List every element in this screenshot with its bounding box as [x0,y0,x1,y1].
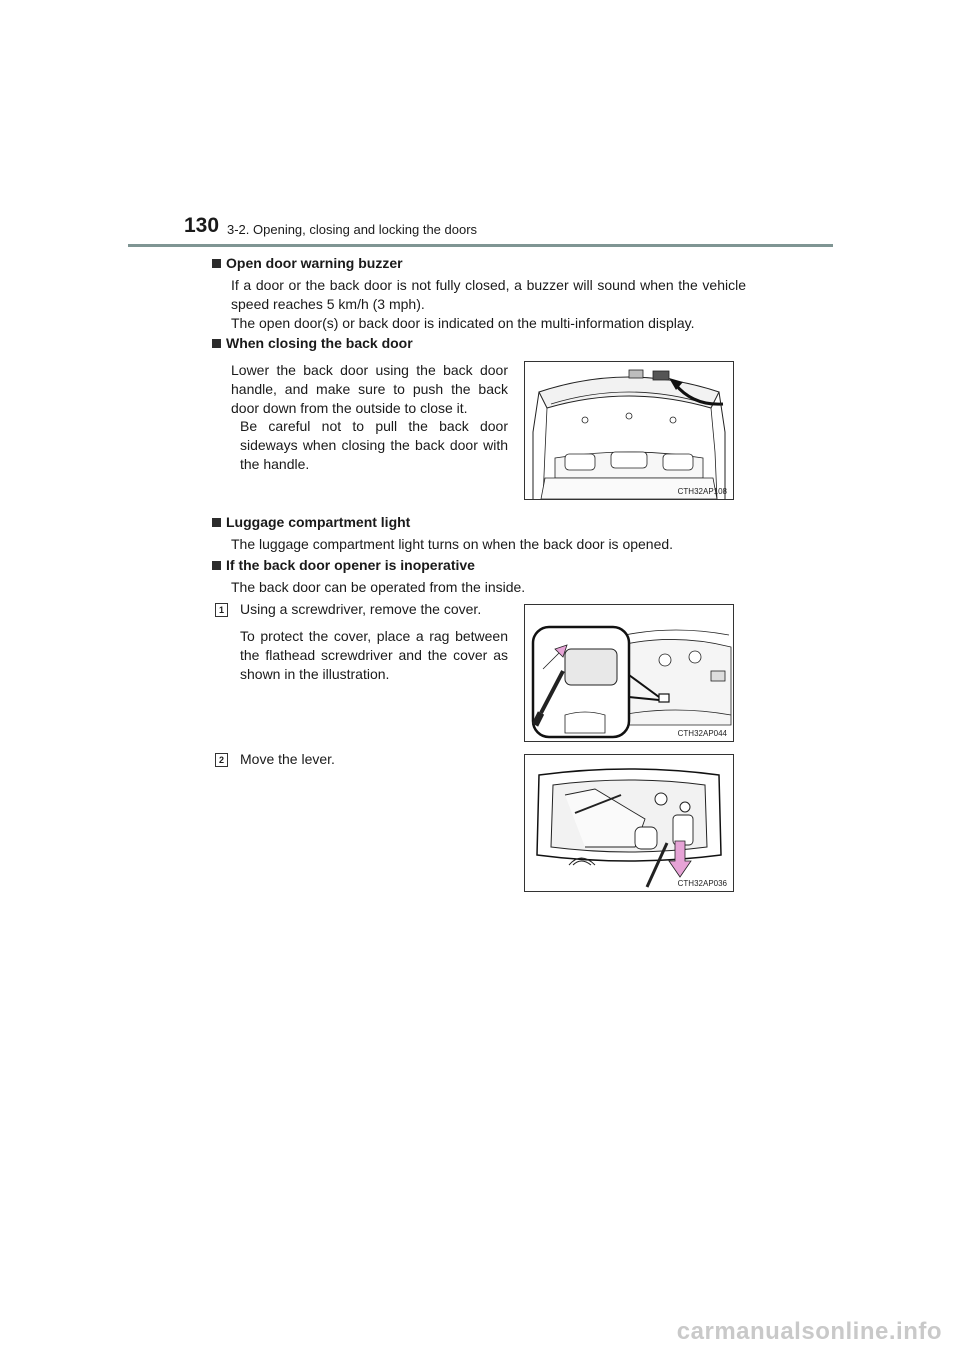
header-rule [128,244,833,247]
heading-buzzer: Open door warning buzzer [212,255,403,271]
figure-code: CTH32AP044 [677,729,727,738]
bullet-square-icon [212,561,221,570]
section-title: 3-2. Opening, closing and locking the doors [227,222,478,237]
step1-text: Using a screwdriver, remove the cover. [240,601,482,617]
heading-closing: When closing the back door [212,335,413,351]
opener-text: The back door can be operated from the inside. [231,579,526,595]
figure-back-door-closing [524,361,734,500]
step-number-2: 2 [215,753,228,767]
watermark: carmanualsonline.info [676,1318,942,1345]
figure-code: CTH32AP108 [677,487,727,496]
figure-code: CTH32AP036 [677,879,727,888]
light-text: The luggage compartment light turns on when the back door is opened. [231,536,674,552]
step2-text: Move the lever. [240,751,335,767]
closing-text: Lower the back door using the back door handle, and make sure to push the back door down from the outside to close it. [231,362,508,416]
buzzer-text-2: The open door(s) or back door is indicated on the multi-information display. [231,315,695,331]
page-number: 130 [184,214,220,237]
step1-note: To protect the cover, place a rag between the flathead screwdriver and the cover as shown in the illustration. [240,628,508,682]
bullet-square-icon [212,259,221,268]
bullet-square-icon [212,518,221,527]
figure-remove-cover [524,604,734,742]
heading-light: Luggage compartment light [212,514,410,530]
figure-move-lever [524,754,734,892]
step-number-1: 1 [215,603,228,617]
closing-note: Be careful not to pull the back door sideways when closing the back door with the handle. [240,418,508,472]
heading-opener: If the back door opener is inoperative [212,557,475,573]
buzzer-text-1: If a door or the back door is not fully closed, a buzzer will sound when the vehicle speed reaches 5 km/h (3 mph). [231,277,746,312]
bullet-square-icon [212,339,221,348]
